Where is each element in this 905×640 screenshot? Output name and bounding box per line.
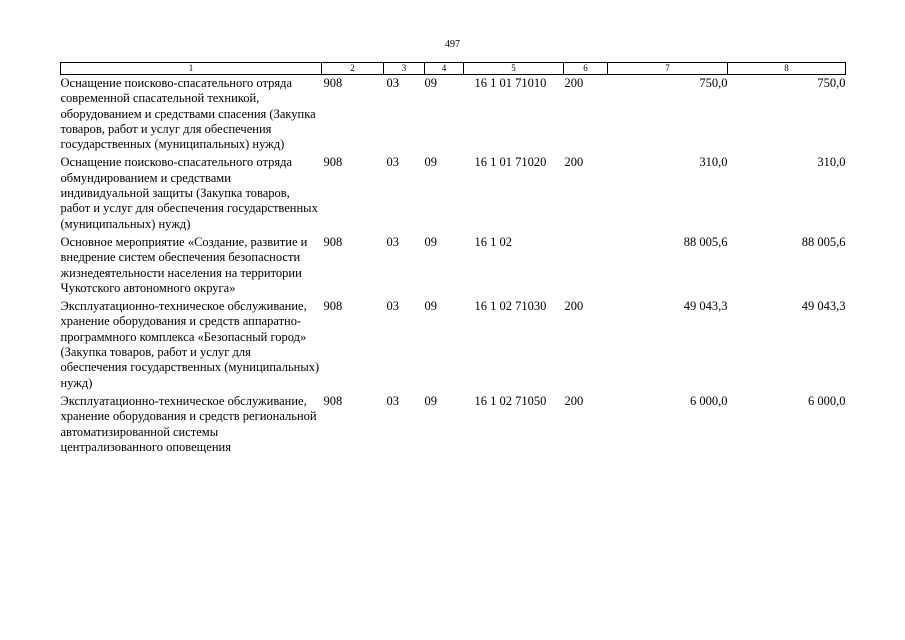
target-article-code: 16 1 02 71030 xyxy=(474,299,547,314)
column-header-1: 1 xyxy=(61,63,322,75)
amount-col8: 310,0 xyxy=(817,155,846,170)
section-code: 03 xyxy=(386,393,399,408)
section-code: 03 xyxy=(386,234,399,249)
table-row xyxy=(61,75,846,155)
subsection-code: 09 xyxy=(424,299,437,314)
expense-type-code: 200 xyxy=(564,393,584,408)
column-header-2: 2 xyxy=(322,63,384,75)
table-row xyxy=(61,298,846,393)
expense-type-code xyxy=(564,234,608,298)
row-name: Эксплуатационно-техническое обслуживание, хранение оборудования и средств региональной автоматизированной системы централизованного оповещения xyxy=(60,393,317,454)
row-name: Эксплуатационно-техническое обслуживание, хранение оборудования и средств аппаратно-программного комплекса «Безопасный город» (Закупка товаров, работ и услуг для обеспечения государственных (муниципальных) нужд) xyxy=(60,299,320,390)
column-header-4: 4 xyxy=(425,63,464,75)
row-name: Оснащение поисково-спасательного отряда современной спасательной техникой, оборудованием и средствами спасения (Закупка товаров, работ и услуг для обеспечения государственных (муниципальных) нужд) xyxy=(60,76,316,152)
column-header-6: 6 xyxy=(564,63,608,75)
ministry-code: 908 xyxy=(323,76,343,90)
column-header-8: 8 xyxy=(728,63,846,75)
table-row xyxy=(61,234,846,298)
ministry-code: 908 xyxy=(323,393,343,408)
section-code: 03 xyxy=(386,155,399,170)
section-code: 03 xyxy=(386,76,399,90)
amount-col8: 6 000,0 xyxy=(808,393,846,408)
section-code: 03 xyxy=(386,299,399,314)
amount-col8: 49 043,3 xyxy=(801,299,846,314)
amount-col7: 310,0 xyxy=(699,155,728,170)
ministry-code: 908 xyxy=(323,299,343,314)
amount-col7: 88 005,6 xyxy=(683,234,728,249)
column-header-5: 5 xyxy=(464,63,564,75)
expense-type-code: 200 xyxy=(564,76,584,90)
page-number: 497 xyxy=(445,39,460,50)
target-article-code: 16 1 02 xyxy=(474,234,512,249)
amount-col8: 88 005,6 xyxy=(801,234,846,249)
budget-table xyxy=(60,62,846,457)
target-article-code: 16 1 01 71010 xyxy=(474,76,547,90)
amount-col8: 750,0 xyxy=(817,76,846,90)
target-article-code: 16 1 01 71020 xyxy=(474,155,547,170)
row-name: Основное мероприятие «Создание, развитие и внедрение систем обеспечения безопасности жизнедеятельности населения на территории Чукотского автономного округа» xyxy=(60,234,308,295)
expense-type-code: 200 xyxy=(564,155,584,170)
subsection-code: 09 xyxy=(424,234,437,249)
column-header-3: 3 xyxy=(384,63,425,75)
ministry-code: 908 xyxy=(323,155,343,170)
row-name: Оснащение поисково-спасательного отряда обмундированием и средствами индивидуальной защиты (Закупка товаров, работ и услуг для обеспечения государственных (муниципальных) нужд) xyxy=(60,155,318,231)
amount-col7: 49 043,3 xyxy=(683,299,728,314)
table-row xyxy=(61,154,846,233)
target-article-code: 16 1 02 71050 xyxy=(474,393,547,408)
ministry-code: 908 xyxy=(323,234,343,249)
subsection-code: 09 xyxy=(424,155,437,170)
amount-col7: 750,0 xyxy=(699,76,728,90)
column-header-7: 7 xyxy=(608,63,728,75)
subsection-code: 09 xyxy=(424,393,437,408)
subsection-code: 09 xyxy=(424,76,437,90)
expense-type-code: 200 xyxy=(564,299,584,314)
table-row xyxy=(61,393,846,457)
amount-col7: 6 000,0 xyxy=(690,393,728,408)
header-row xyxy=(61,63,846,75)
